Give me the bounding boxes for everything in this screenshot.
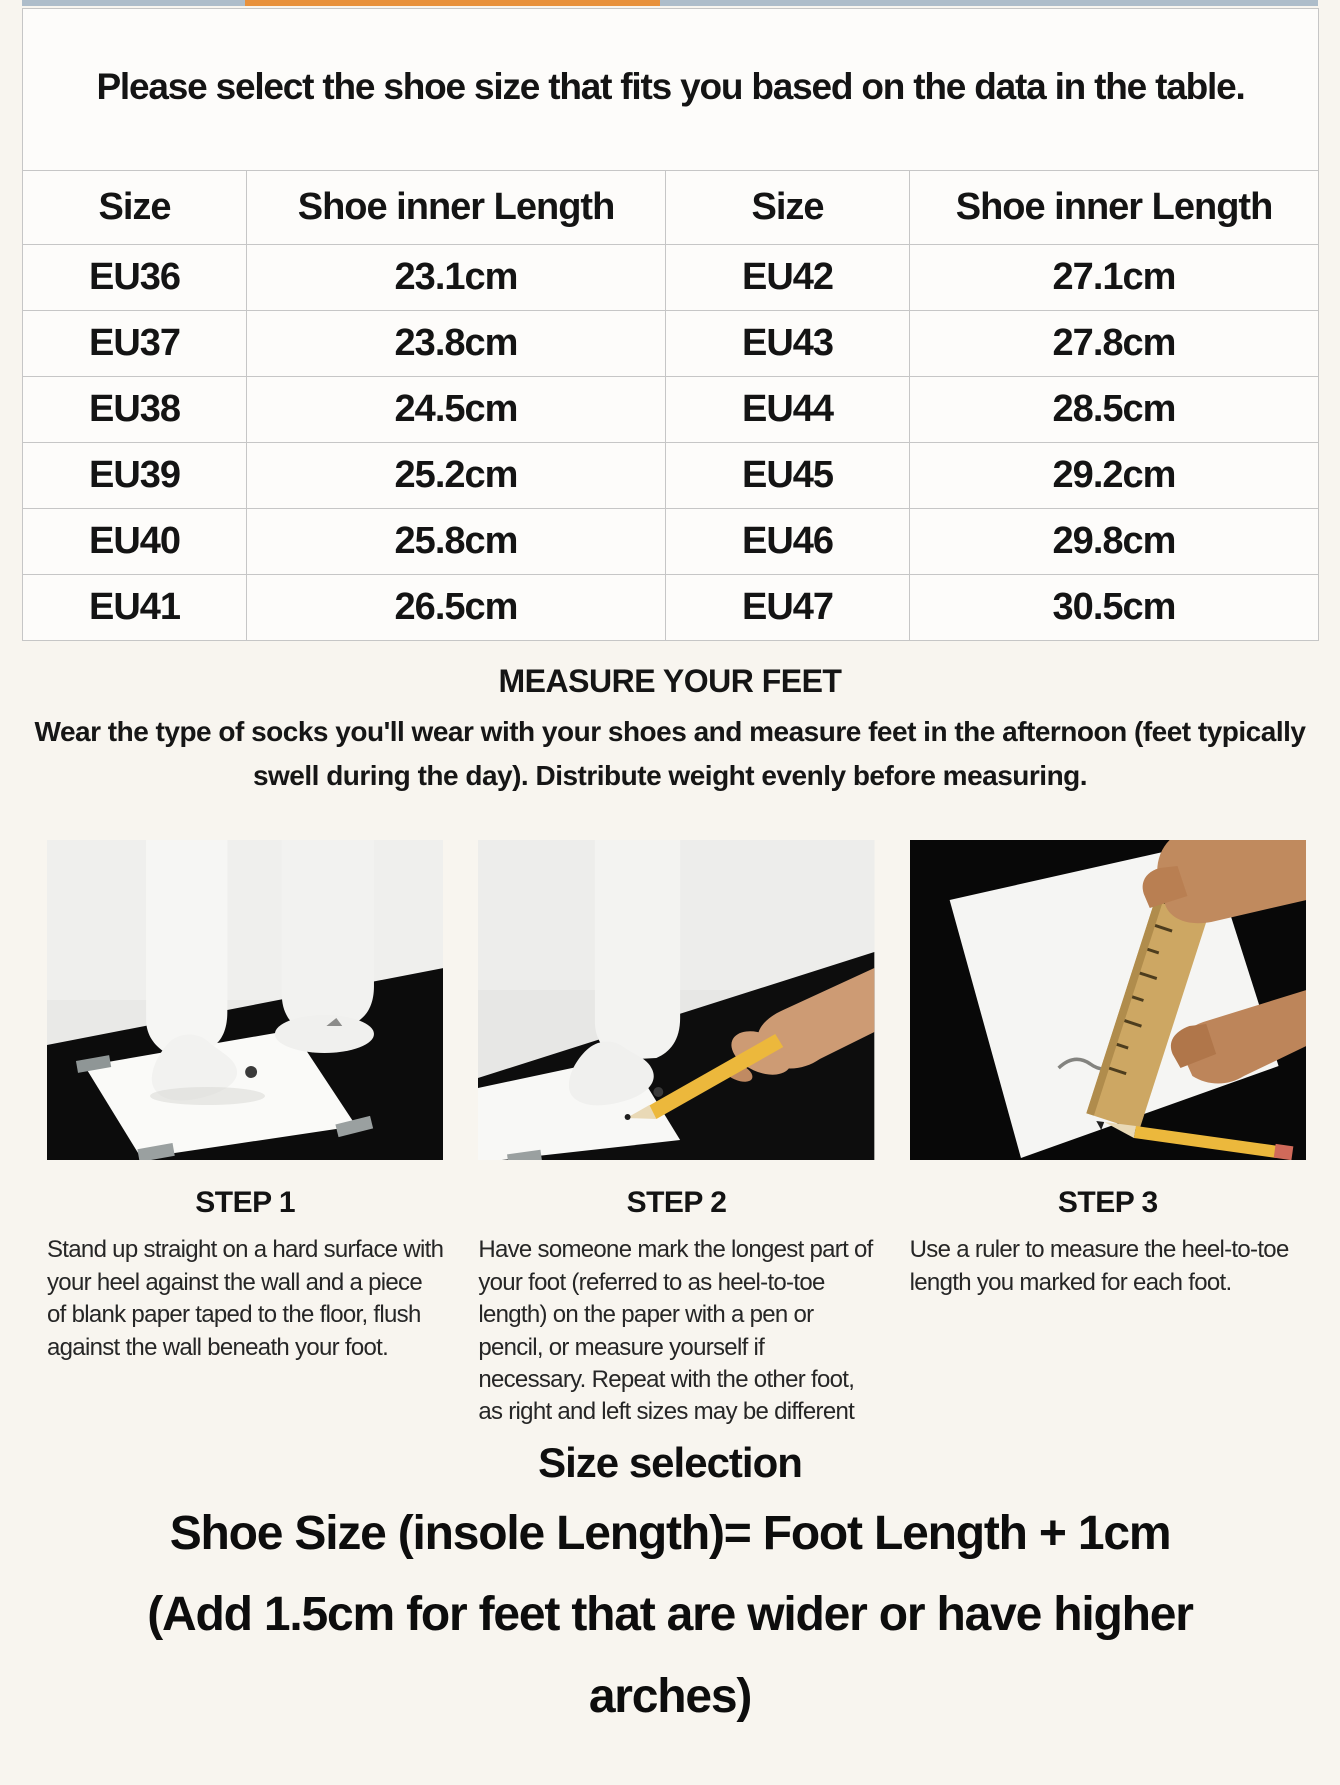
table-row	[23, 245, 1319, 311]
size-cell: EU47	[666, 575, 910, 641]
step1-description: Stand up straight on a hard surface with your heel against the wall and a piece of blank paper taped to the floor, flush against the wall beneath your foot.	[47, 1236, 444, 1361]
step3-description: Use a ruler to measure the heel-to-toe length you marked for each foot.	[909, 1236, 1289, 1296]
step2-column	[478, 840, 874, 1428]
step1-label: STEP 1	[195, 1186, 296, 1220]
step2-label: STEP 2	[626, 1186, 727, 1220]
top-progress-bar	[22, 0, 1318, 6]
header-size-right: Size	[666, 171, 910, 245]
measure-your-feet-heading: MEASURE YOUR FEET	[498, 663, 842, 699]
size-cell: EU37	[23, 311, 247, 377]
length-cell: 28.5cm	[910, 377, 1319, 443]
table-row	[23, 509, 1319, 575]
table-header-row	[23, 171, 1319, 245]
step3-column	[910, 840, 1306, 1428]
measure-intro-text: Wear the type of socks you'll wear with your shoes and measure feet in the afternoon (feet typically swell during the day). Distribute weight evenly before measuring.	[34, 716, 1306, 792]
shoe-size-table	[22, 8, 1319, 641]
size-cell: EU40	[23, 509, 247, 575]
size-cell: EU42	[666, 245, 910, 311]
size-formula: Shoe Size (insole Length)= Foot Length + 1cm	[169, 1506, 1171, 1560]
length-cell: 26.5cm	[247, 575, 666, 641]
table-row	[23, 443, 1319, 509]
table-row	[23, 377, 1319, 443]
length-cell: 25.2cm	[247, 443, 666, 509]
table-title-row	[23, 9, 1319, 171]
hand-marking-foot-with-pencil-photo	[478, 840, 874, 1160]
size-cell: EU38	[23, 377, 247, 443]
size-formula-note: (Add 1.5cm for feet that are wider or have higher arches)	[147, 1588, 1193, 1723]
step3-label: STEP 3	[1057, 1186, 1158, 1220]
header-size-left: Size	[23, 171, 247, 245]
step2-description: Have someone mark the longest part of your foot (referred to as heel-to-toe length) on the paper with a pen or pencil, or measure yourself if necessary. Repeat with the other foot, as right and left sizes may be different	[478, 1236, 873, 1426]
length-cell: 27.8cm	[910, 311, 1319, 377]
step1-column	[47, 840, 443, 1428]
page-title: Please select the shoe size that fits you based on the data in the table.	[23, 9, 1319, 171]
length-cell: 25.8cm	[247, 509, 666, 575]
size-formula-block	[0, 1493, 1340, 1738]
header-inner-length-right: Shoe inner Length	[910, 171, 1319, 245]
size-cell: EU44	[666, 377, 910, 443]
length-cell: 29.8cm	[910, 509, 1319, 575]
header-inner-length-left: Shoe inner Length	[247, 171, 666, 245]
size-cell: EU41	[23, 575, 247, 641]
feet-standing-on-paper-photo	[47, 840, 443, 1160]
measurement-steps-row	[0, 840, 1340, 1428]
length-cell: 27.1cm	[910, 245, 1319, 311]
length-cell: 23.8cm	[247, 311, 666, 377]
length-cell: 24.5cm	[247, 377, 666, 443]
size-selection-heading: Size selection	[538, 1438, 802, 1486]
length-cell: 30.5cm	[910, 575, 1319, 641]
size-cell: EU39	[23, 443, 247, 509]
table-row	[23, 575, 1319, 641]
size-cell: EU46	[666, 509, 910, 575]
length-cell: 29.2cm	[910, 443, 1319, 509]
top-progress-bar-orange-segment	[245, 0, 660, 6]
ruler-measuring-marked-length-photo	[910, 840, 1306, 1160]
table-row	[23, 311, 1319, 377]
size-cell: EU45	[666, 443, 910, 509]
size-cell: EU36	[23, 245, 247, 311]
size-cell: EU43	[666, 311, 910, 377]
length-cell: 23.1cm	[247, 245, 666, 311]
